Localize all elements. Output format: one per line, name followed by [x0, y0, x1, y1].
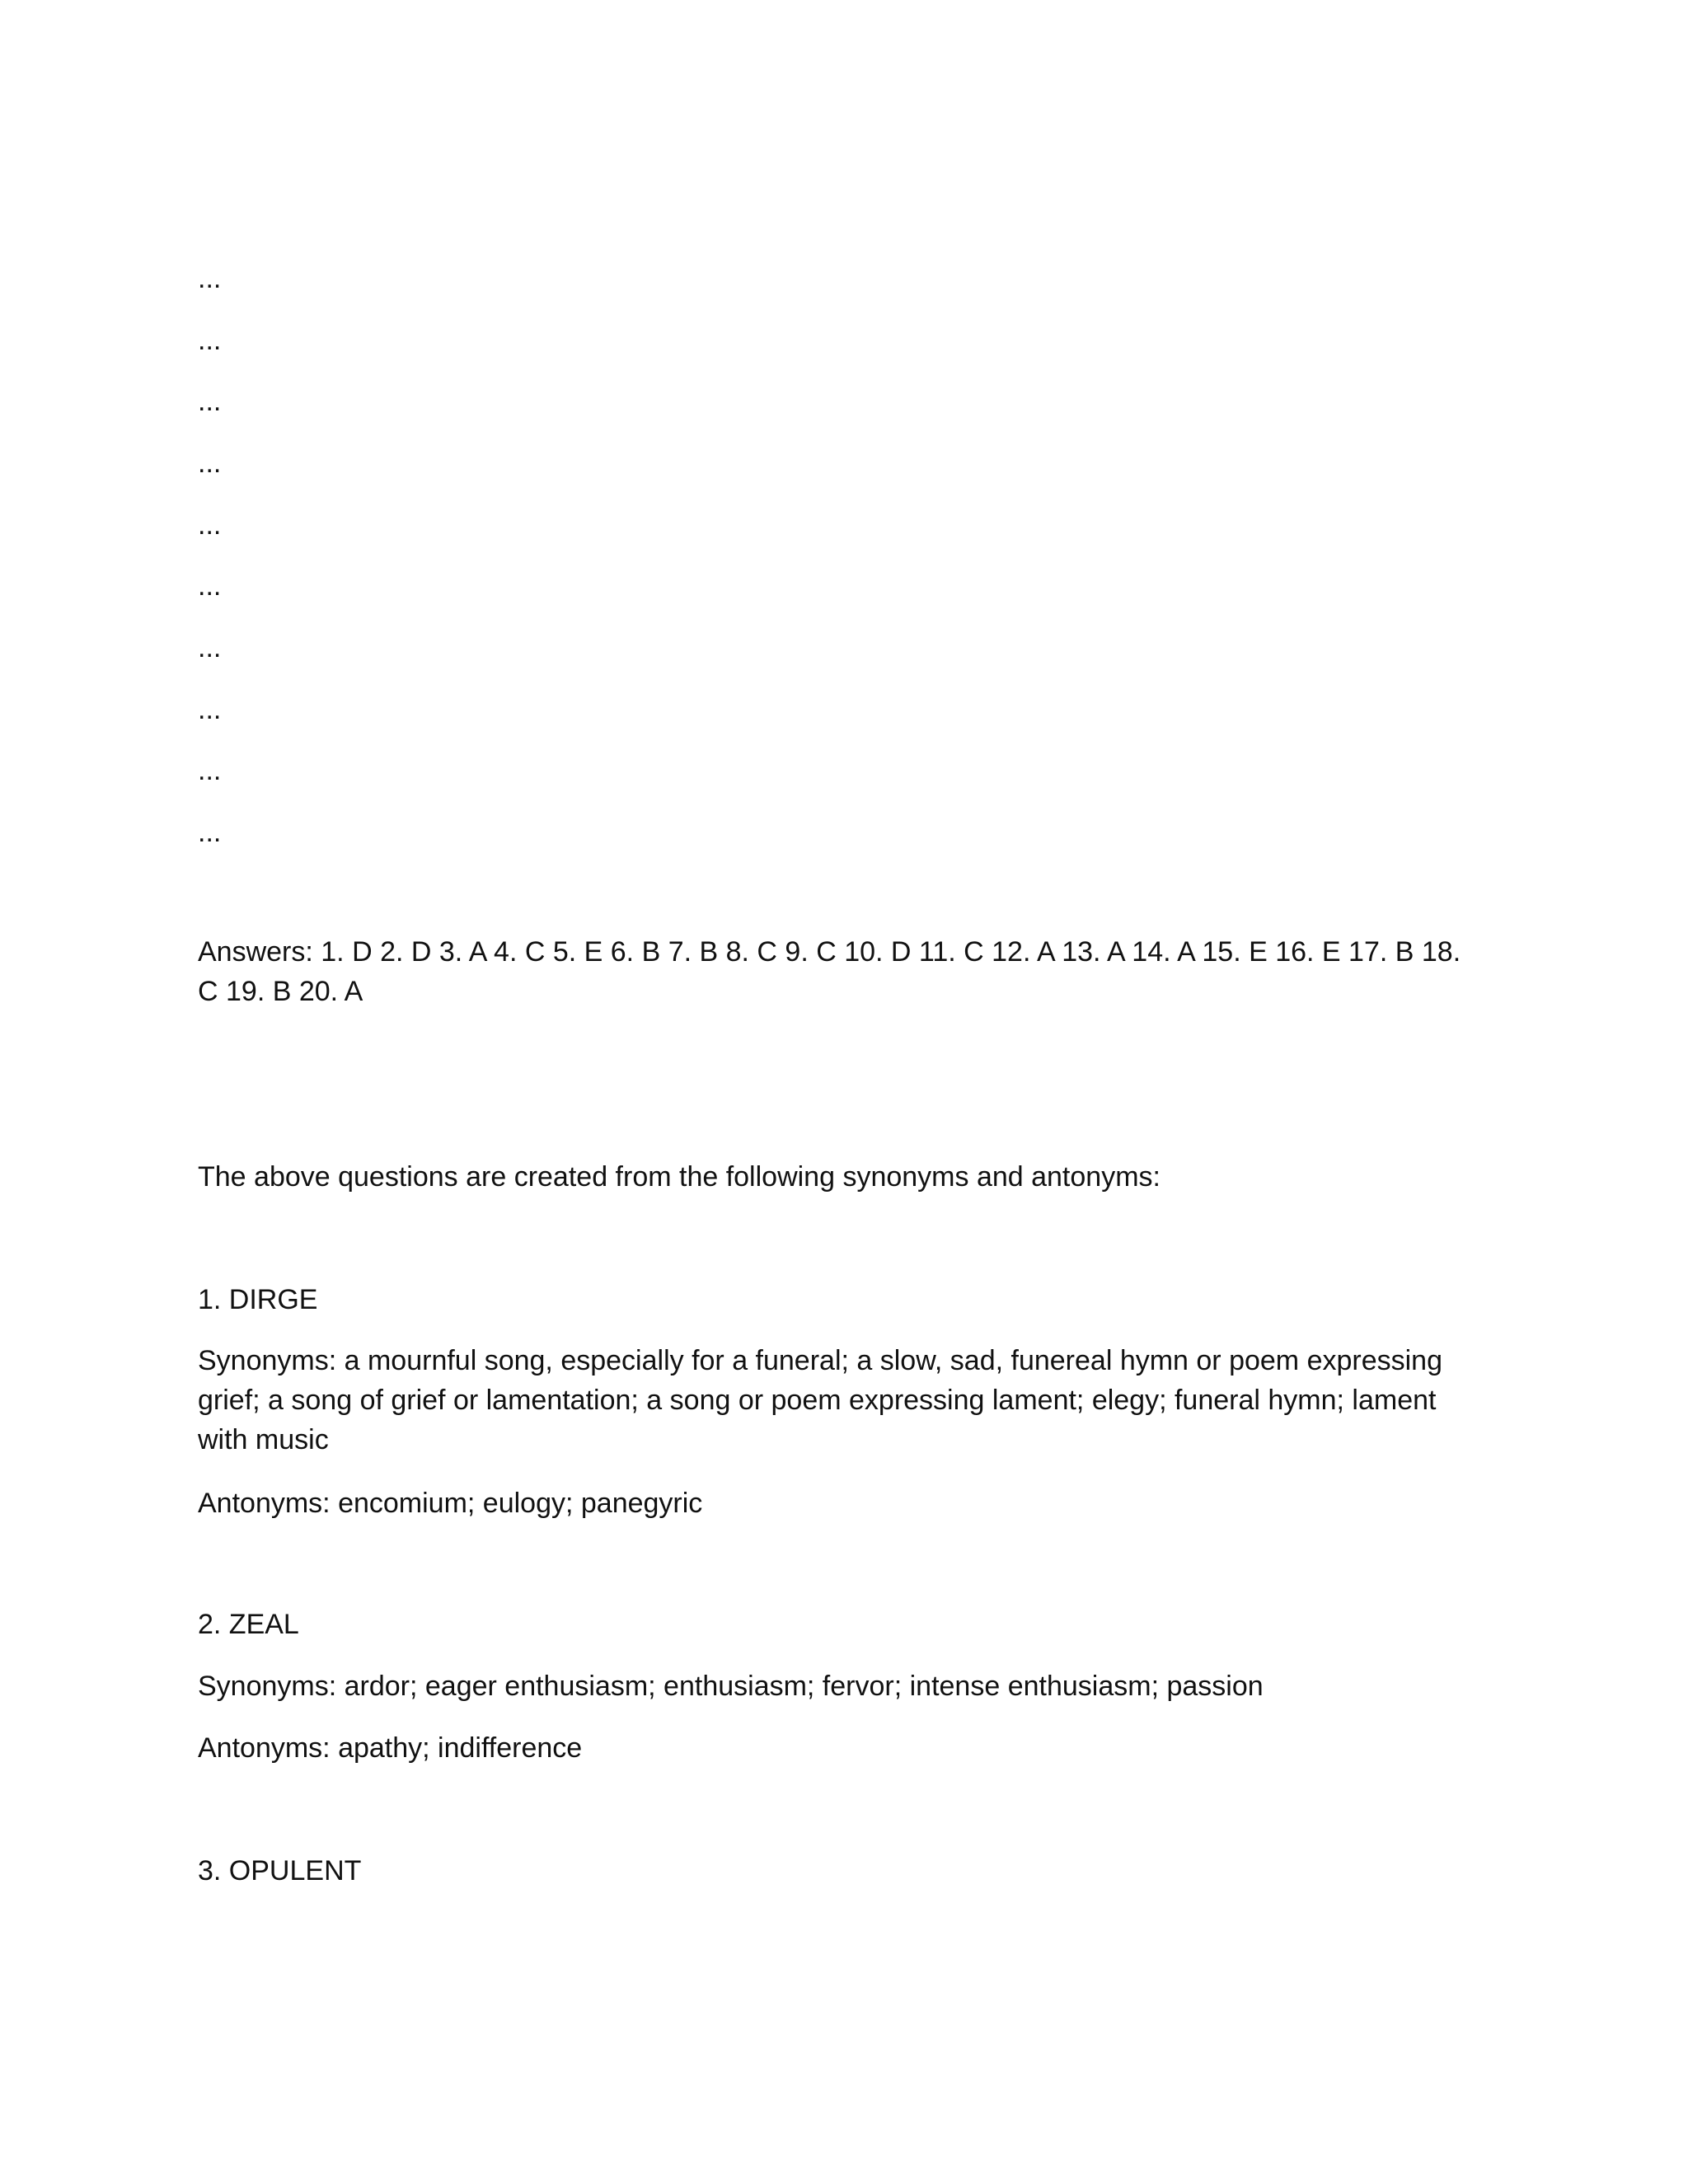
answer-key: Answers: 1. D 2. D 3. A 4. C 5. E 6. B 7. B 8. C 9. C 10. D 11. C 12. A 13. A 14. A 15. E 16. E 17. B 18. C 19. B 20. A: [198, 936, 1461, 1007]
entry-heading: 3. OPULENT: [198, 1855, 362, 1886]
ellipsis-line: ...: [198, 325, 222, 356]
ellipsis-line: ...: [198, 755, 222, 786]
entry-antonyms: Antonyms: apathy; indifference: [198, 1732, 583, 1764]
ellipsis-line: ...: [198, 263, 222, 294]
ellipsis-line: ...: [198, 817, 222, 848]
ellipsis-line: ...: [198, 509, 222, 541]
entry-synonyms: Synonyms: ardor; eager enthusiasm; enthusiasm; fervor; intense enthusiasm; passion: [198, 1671, 1264, 1702]
entry-antonyms: Antonyms: encomium; eulogy; panegyric: [198, 1488, 703, 1519]
ellipsis-line: ...: [198, 632, 222, 663]
entry-synonyms: Synonyms: a mournful song, especially for a funeral; a slow, sad, funereal hymn or poem expressing grief; a song of grief or lamentation; a song or poem expressing lament; elegy; funeral hymn; lament with music: [198, 1345, 1442, 1455]
entry-heading: 2. ZEAL: [198, 1609, 299, 1640]
ellipsis-line: ...: [198, 448, 222, 479]
intro-text: The above questions are created from the following synonyms and antonyms:: [198, 1161, 1160, 1193]
ellipsis-line: ...: [198, 694, 222, 725]
ellipsis-line: ...: [198, 570, 222, 602]
entry-heading: 1. DIRGE: [198, 1284, 318, 1315]
ellipsis-line: ...: [198, 386, 222, 417]
